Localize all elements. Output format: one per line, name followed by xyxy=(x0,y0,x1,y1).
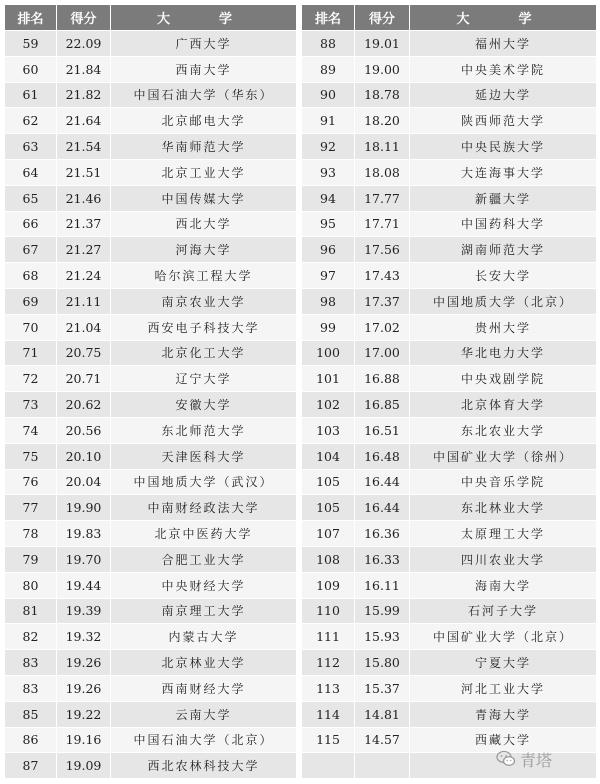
university-cell: 安徽大学 xyxy=(111,392,296,417)
rank-cell: 74 xyxy=(5,418,56,443)
score-cell: 19.70 xyxy=(57,547,110,572)
rank-cell: 87 xyxy=(5,753,56,778)
score-cell: 14.81 xyxy=(355,702,409,727)
score-cell: 16.44 xyxy=(355,470,409,495)
rank-cell: 71 xyxy=(5,341,56,366)
university-cell: 河海大学 xyxy=(111,237,296,262)
table-row xyxy=(5,547,296,572)
table-row xyxy=(5,521,296,546)
table-row xyxy=(302,108,596,133)
rank-cell: 100 xyxy=(302,341,354,366)
rank-header: 排名 xyxy=(302,5,354,30)
rank-cell: 101 xyxy=(302,366,354,391)
score-cell: 21.37 xyxy=(57,212,110,237)
table-row xyxy=(302,315,596,340)
score-cell: 20.10 xyxy=(57,444,110,469)
rank-cell: 105 xyxy=(302,470,354,495)
university-cell: 西北农林科技大学 xyxy=(111,753,296,778)
score-cell: 21.27 xyxy=(57,237,110,262)
score-cell: 17.56 xyxy=(355,237,409,262)
rank-cell: 107 xyxy=(302,521,354,546)
rank-cell: 92 xyxy=(302,134,354,159)
table-row xyxy=(302,418,596,443)
rank-cell: 68 xyxy=(5,263,56,288)
score-cell: 21.82 xyxy=(57,83,110,108)
score-cell: 17.00 xyxy=(355,341,409,366)
score-cell: 19.22 xyxy=(57,702,110,727)
score-cell: 20.62 xyxy=(57,392,110,417)
table-row xyxy=(5,237,296,262)
university-cell: 广西大学 xyxy=(111,31,296,56)
rank-cell: 75 xyxy=(5,444,56,469)
table-row xyxy=(302,521,596,546)
rank-cell: 90 xyxy=(302,83,354,108)
table-row xyxy=(302,237,596,262)
rank-cell: 62 xyxy=(5,108,56,133)
university-header: 大 学 xyxy=(410,5,596,30)
university-cell: 北京工业大学 xyxy=(111,160,296,185)
score-cell: 21.54 xyxy=(57,134,110,159)
table-row xyxy=(5,470,296,495)
university-cell: 辽宁大学 xyxy=(111,366,296,391)
table-row xyxy=(302,57,596,82)
rank-cell: 91 xyxy=(302,108,354,133)
score-cell: 15.93 xyxy=(355,624,409,649)
university-cell: 天津医科大学 xyxy=(111,444,296,469)
rank-cell: 99 xyxy=(302,315,354,340)
university-cell: 华北电力大学 xyxy=(410,341,596,366)
rank-cell: 108 xyxy=(302,547,354,572)
university-header: 大 学 xyxy=(111,5,296,30)
university-cell: 大连海事大学 xyxy=(410,160,596,185)
score-cell: 21.24 xyxy=(57,263,110,288)
university-cell: 延边大学 xyxy=(410,83,596,108)
university-cell: 东北师范大学 xyxy=(111,418,296,443)
rank-cell: 105 xyxy=(302,495,354,520)
university-cell: 石河子大学 xyxy=(410,599,596,624)
university-cell: 中央戏剧学院 xyxy=(410,366,596,391)
rank-cell: 113 xyxy=(302,676,354,701)
score-cell: 16.36 xyxy=(355,521,409,546)
table-row xyxy=(302,702,596,727)
rank-cell: 73 xyxy=(5,392,56,417)
table-row xyxy=(302,444,596,469)
university-cell: 西藏大学 xyxy=(410,728,596,753)
university-cell: 南京理工大学 xyxy=(111,599,296,624)
score-cell: 16.11 xyxy=(355,573,409,598)
rank-cell: 64 xyxy=(5,160,56,185)
table-row xyxy=(5,392,296,417)
score-header: 得分 xyxy=(355,5,409,30)
score-cell: 16.88 xyxy=(355,366,409,391)
rank-cell: 114 xyxy=(302,702,354,727)
rank-cell: 110 xyxy=(302,599,354,624)
table-row xyxy=(5,418,296,443)
university-cell: 北京中医药大学 xyxy=(111,521,296,546)
table-row xyxy=(5,753,296,778)
university-cell: 青海大学 xyxy=(410,702,596,727)
table-row xyxy=(5,444,296,469)
score-cell: 20.56 xyxy=(57,418,110,443)
score-cell: 15.37 xyxy=(355,676,409,701)
score-cell: 21.11 xyxy=(57,289,110,314)
rank-cell: 112 xyxy=(302,650,354,675)
score-cell: 19.00 xyxy=(355,57,409,82)
rank-cell: 81 xyxy=(5,599,56,624)
ranking-table-left xyxy=(4,4,297,779)
university-cell: 太原理工大学 xyxy=(410,521,596,546)
table-row xyxy=(5,676,296,701)
university-cell: 中央财经大学 xyxy=(111,573,296,598)
rank-cell: 69 xyxy=(5,289,56,314)
university-cell: 北京体育大学 xyxy=(410,392,596,417)
table-row xyxy=(302,341,596,366)
rank-cell: 78 xyxy=(5,521,56,546)
table-row xyxy=(5,108,296,133)
table-row xyxy=(5,289,296,314)
score-cell: 16.33 xyxy=(355,547,409,572)
score-cell: 20.71 xyxy=(57,366,110,391)
table-row xyxy=(5,263,296,288)
score-cell: 19.09 xyxy=(57,753,110,778)
table-header-row xyxy=(302,5,596,30)
table-row xyxy=(302,160,596,185)
table-row xyxy=(302,289,596,314)
score-cell xyxy=(355,753,409,778)
rank-cell: 83 xyxy=(5,650,56,675)
rank-cell: 82 xyxy=(5,624,56,649)
table-row xyxy=(5,31,296,56)
score-cell: 21.46 xyxy=(57,186,110,211)
university-cell: 贵州大学 xyxy=(410,315,596,340)
score-cell: 17.02 xyxy=(355,315,409,340)
table-row xyxy=(5,315,296,340)
university-cell: 中国地质大学（武汉） xyxy=(111,470,296,495)
rank-cell: 72 xyxy=(5,366,56,391)
rank-cell: 70 xyxy=(5,315,56,340)
score-cell: 19.01 xyxy=(355,31,409,56)
table-row xyxy=(5,573,296,598)
university-cell: 南京农业大学 xyxy=(111,289,296,314)
table-row xyxy=(302,599,596,624)
table-row xyxy=(302,470,596,495)
score-cell: 22.09 xyxy=(57,31,110,56)
score-cell: 15.80 xyxy=(355,650,409,675)
university-cell: 海南大学 xyxy=(410,573,596,598)
table-row xyxy=(302,495,596,520)
table-row xyxy=(5,186,296,211)
score-cell: 14.57 xyxy=(355,728,409,753)
score-header: 得分 xyxy=(57,5,110,30)
score-cell: 19.83 xyxy=(57,521,110,546)
rank-cell: 83 xyxy=(5,676,56,701)
university-cell: 华南师范大学 xyxy=(111,134,296,159)
score-cell: 19.90 xyxy=(57,495,110,520)
table-row xyxy=(5,650,296,675)
university-cell: 中国矿业大学（徐州） xyxy=(410,444,596,469)
table-row xyxy=(302,392,596,417)
university-cell: 合肥工业大学 xyxy=(111,547,296,572)
score-cell: 17.71 xyxy=(355,212,409,237)
table-row xyxy=(302,676,596,701)
rank-cell: 95 xyxy=(302,212,354,237)
score-cell: 19.39 xyxy=(57,599,110,624)
wechat-icon xyxy=(496,750,516,768)
rank-cell: 115 xyxy=(302,728,354,753)
score-cell: 20.75 xyxy=(57,341,110,366)
rank-cell: 86 xyxy=(5,728,56,753)
university-cell: 东北农业大学 xyxy=(410,418,596,443)
rank-cell: 89 xyxy=(302,57,354,82)
rank-cell: 65 xyxy=(5,186,56,211)
university-cell: 北京化工大学 xyxy=(111,341,296,366)
university-cell: 哈尔滨工程大学 xyxy=(111,263,296,288)
watermark xyxy=(496,744,596,774)
university-cell: 福州大学 xyxy=(410,31,596,56)
table-row xyxy=(5,341,296,366)
score-cell: 16.48 xyxy=(355,444,409,469)
rank-cell: 88 xyxy=(302,31,354,56)
score-cell: 20.04 xyxy=(57,470,110,495)
university-cell: 四川农业大学 xyxy=(410,547,596,572)
table-row xyxy=(302,573,596,598)
rank-cell: 77 xyxy=(5,495,56,520)
rank-cell: 79 xyxy=(5,547,56,572)
score-cell: 16.51 xyxy=(355,418,409,443)
table-row xyxy=(302,366,596,391)
university-cell: 西南财经大学 xyxy=(111,676,296,701)
watermark-text: 青塔 xyxy=(520,750,553,770)
score-cell: 21.84 xyxy=(57,57,110,82)
university-cell: 中央民族大学 xyxy=(410,134,596,159)
score-cell: 19.26 xyxy=(57,676,110,701)
university-cell: 中央美术学院 xyxy=(410,57,596,82)
score-cell: 21.64 xyxy=(57,108,110,133)
rank-cell: 80 xyxy=(5,573,56,598)
university-cell: 中国石油大学（华东） xyxy=(111,83,296,108)
rank-cell: 61 xyxy=(5,83,56,108)
score-cell: 17.37 xyxy=(355,289,409,314)
score-cell: 17.43 xyxy=(355,263,409,288)
rank-cell: 96 xyxy=(302,237,354,262)
score-cell: 19.32 xyxy=(57,624,110,649)
score-cell: 19.16 xyxy=(57,728,110,753)
table-row xyxy=(5,624,296,649)
rank-cell: 63 xyxy=(5,134,56,159)
rank-cell: 102 xyxy=(302,392,354,417)
rank-cell: 97 xyxy=(302,263,354,288)
university-cell: 新疆大学 xyxy=(410,186,596,211)
rank-cell: 76 xyxy=(5,470,56,495)
score-cell: 18.11 xyxy=(355,134,409,159)
university-cell: 西北大学 xyxy=(111,212,296,237)
university-cell: 东北林业大学 xyxy=(410,495,596,520)
university-cell: 中国药科大学 xyxy=(410,212,596,237)
table-row xyxy=(5,83,296,108)
table-row xyxy=(5,366,296,391)
score-cell: 16.44 xyxy=(355,495,409,520)
score-cell: 16.85 xyxy=(355,392,409,417)
ranking-table-right xyxy=(301,4,597,779)
university-cell: 中南财经政法大学 xyxy=(111,495,296,520)
university-cell: 北京林业大学 xyxy=(111,650,296,675)
score-cell: 15.99 xyxy=(355,599,409,624)
rank-cell: 98 xyxy=(302,289,354,314)
rank-cell: 60 xyxy=(5,57,56,82)
university-cell: 陕西师范大学 xyxy=(410,108,596,133)
rank-cell: 59 xyxy=(5,31,56,56)
table-row xyxy=(5,702,296,727)
table-row xyxy=(5,212,296,237)
rank-cell: 85 xyxy=(5,702,56,727)
university-cell: 中央音乐学院 xyxy=(410,470,596,495)
table-row xyxy=(302,186,596,211)
table-row xyxy=(302,263,596,288)
score-cell: 19.44 xyxy=(57,573,110,598)
table-row xyxy=(5,728,296,753)
table-row xyxy=(5,599,296,624)
score-cell: 21.51 xyxy=(57,160,110,185)
university-cell: 湖南师范大学 xyxy=(410,237,596,262)
table-header-row xyxy=(5,5,296,30)
university-cell: 中国矿业大学（北京） xyxy=(410,624,596,649)
rank-cell: 104 xyxy=(302,444,354,469)
table-row xyxy=(302,547,596,572)
rank-cell xyxy=(302,753,354,778)
rank-cell: 67 xyxy=(5,237,56,262)
rank-header: 排名 xyxy=(5,5,56,30)
university-cell: 宁夏大学 xyxy=(410,650,596,675)
score-cell: 18.08 xyxy=(355,160,409,185)
rank-cell: 103 xyxy=(302,418,354,443)
table-row xyxy=(5,495,296,520)
university-cell: 西南大学 xyxy=(111,57,296,82)
university-cell: 内蒙古大学 xyxy=(111,624,296,649)
rank-cell: 109 xyxy=(302,573,354,598)
table-row xyxy=(302,31,596,56)
university-cell: 中国地质大学（北京） xyxy=(410,289,596,314)
table-row xyxy=(302,134,596,159)
score-cell: 18.78 xyxy=(355,83,409,108)
score-cell: 19.26 xyxy=(57,650,110,675)
university-cell: 长安大学 xyxy=(410,263,596,288)
table-row xyxy=(302,212,596,237)
rank-cell: 66 xyxy=(5,212,56,237)
table-row xyxy=(302,624,596,649)
university-cell: 中国传媒大学 xyxy=(111,186,296,211)
university-cell: 西安电子科技大学 xyxy=(111,315,296,340)
university-cell: 中国石油大学（北京） xyxy=(111,728,296,753)
rank-cell: 93 xyxy=(302,160,354,185)
score-cell: 17.77 xyxy=(355,186,409,211)
table-row xyxy=(5,57,296,82)
university-cell: 云南大学 xyxy=(111,702,296,727)
table-row xyxy=(302,83,596,108)
university-cell: 北京邮电大学 xyxy=(111,108,296,133)
table-row xyxy=(5,134,296,159)
rank-cell: 111 xyxy=(302,624,354,649)
university-cell: 河北工业大学 xyxy=(410,676,596,701)
score-cell: 18.20 xyxy=(355,108,409,133)
rank-cell: 94 xyxy=(302,186,354,211)
table-row xyxy=(5,160,296,185)
table-row xyxy=(302,650,596,675)
score-cell: 21.04 xyxy=(57,315,110,340)
